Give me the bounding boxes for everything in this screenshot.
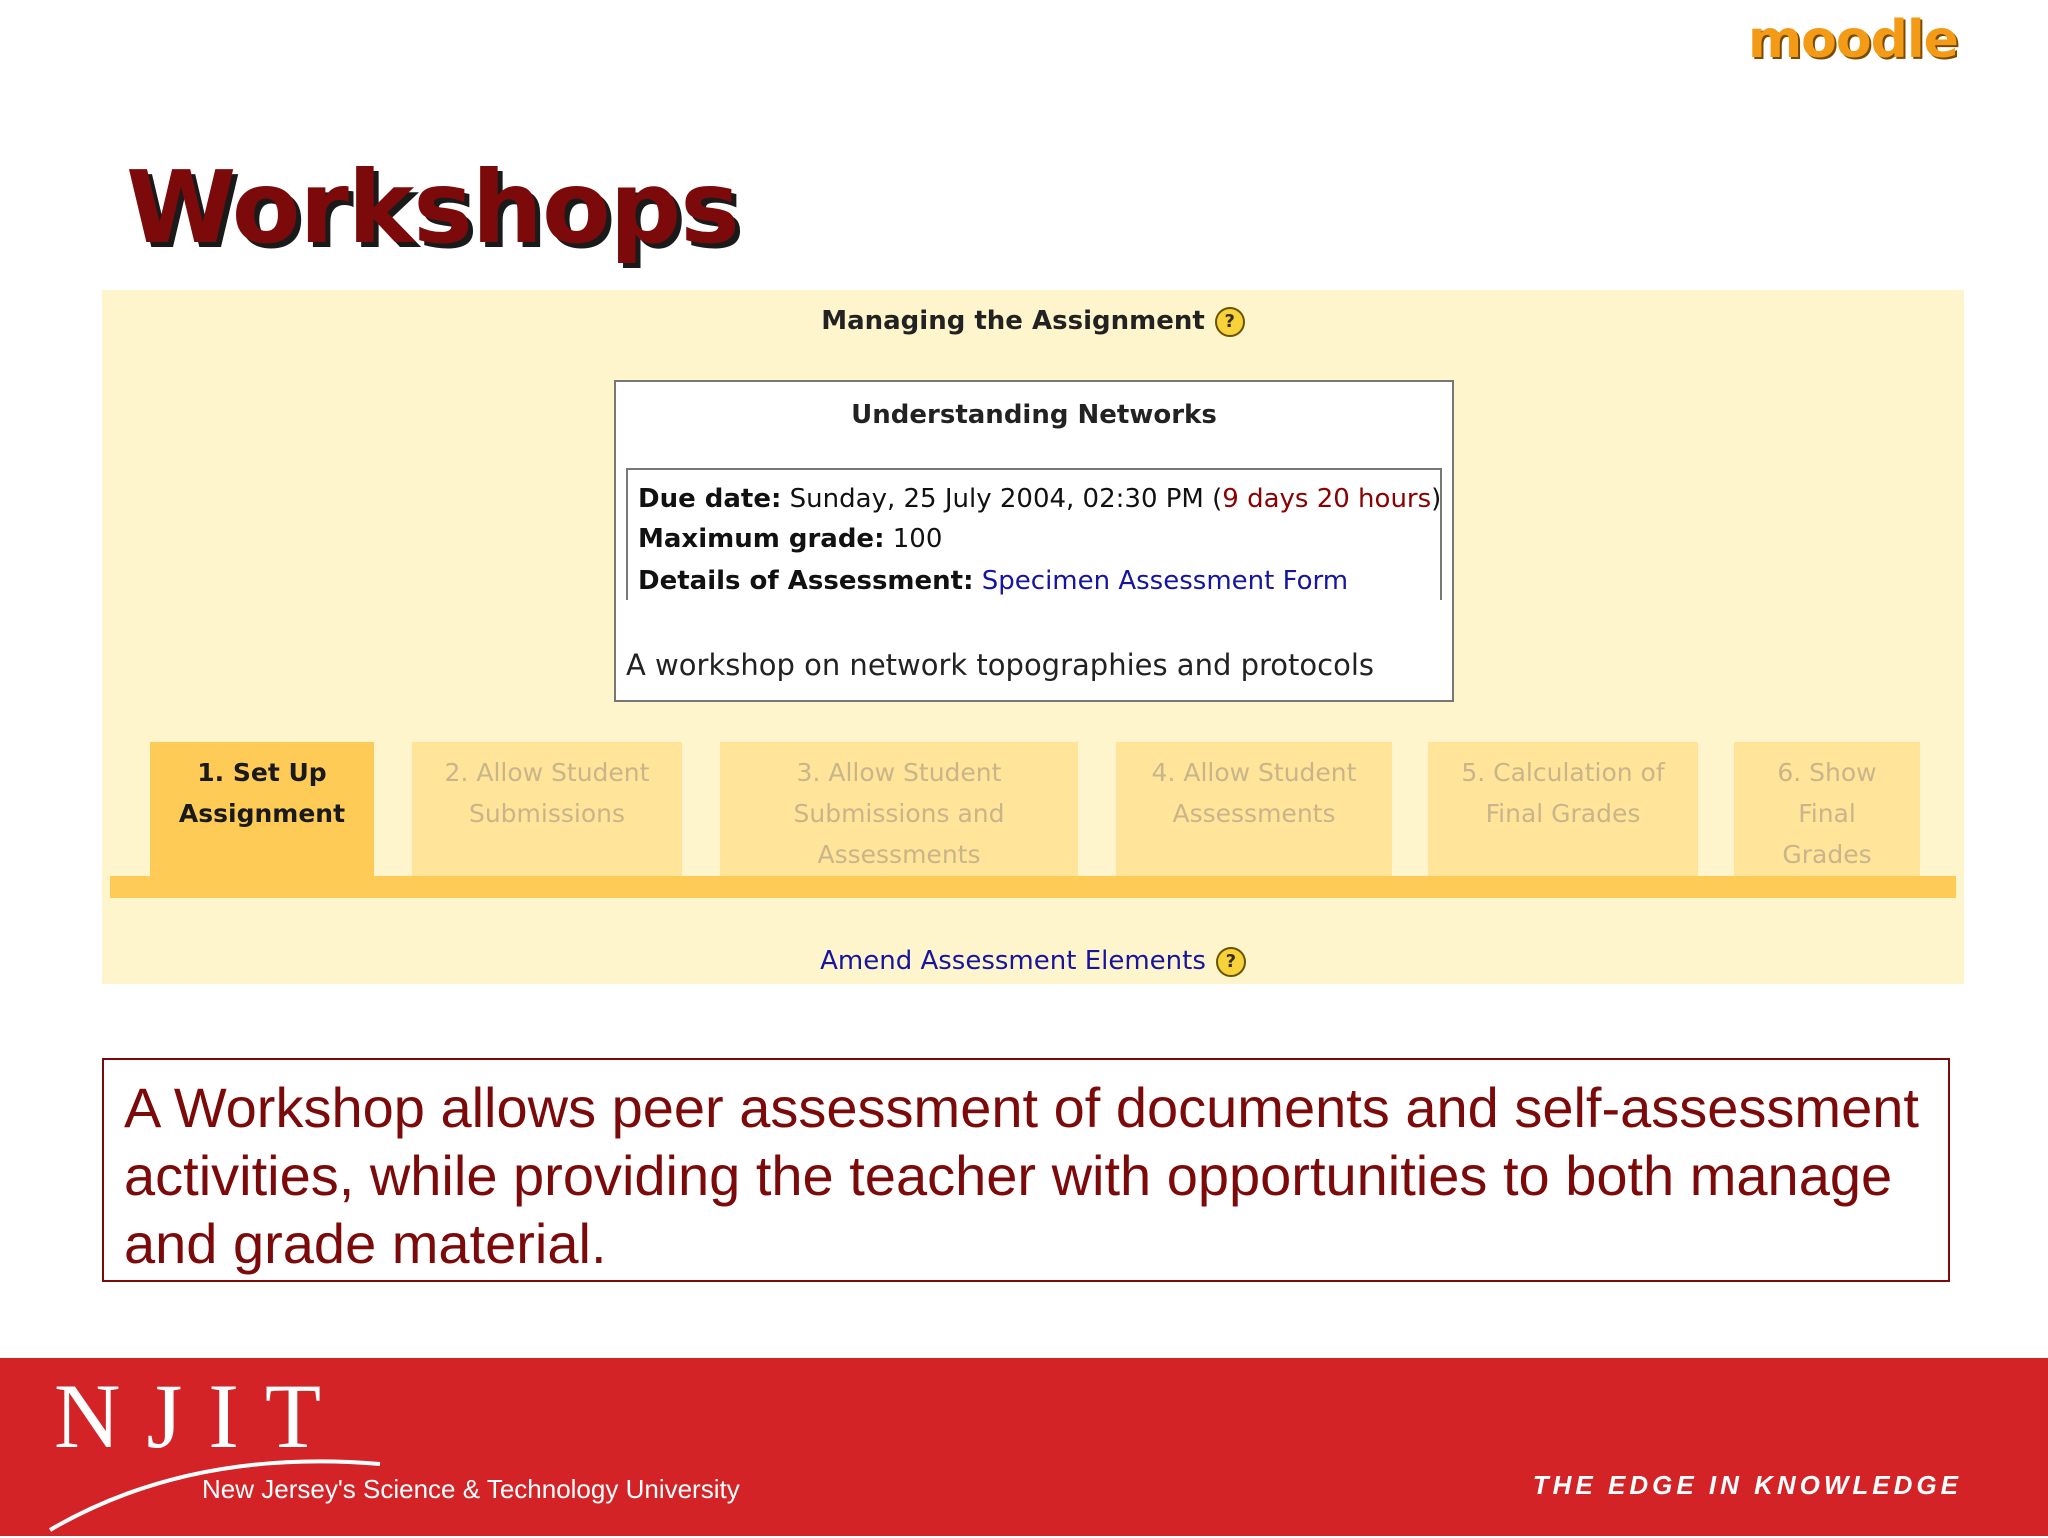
due-date-row <box>638 484 1441 514</box>
tab-line: 3. Allow Student <box>796 758 1002 787</box>
tab-line: 1. Set Up <box>197 758 327 787</box>
tab-line: Final <box>1798 799 1856 828</box>
amend-assessment-link[interactable]: Amend Assessment Elements <box>820 946 1206 976</box>
tab-line: Assignment <box>178 799 346 828</box>
max-grade-row <box>638 524 942 554</box>
assignment-info-box <box>614 380 1454 702</box>
njit-subtitle: New Jersey's Science & Technology University <box>202 1474 740 1504</box>
slide-title: Workshops <box>126 149 739 266</box>
tab-line: Grades <box>1782 840 1872 869</box>
due-date-label: Due date: <box>638 484 782 514</box>
managing-heading <box>102 306 1964 337</box>
assignment-details <box>626 468 1442 600</box>
tab-line: 2. Allow Student <box>444 758 650 787</box>
details-label: Details of Assessment: <box>638 566 974 596</box>
tab-allow-submissions-and-assessments[interactable] <box>720 742 1078 884</box>
workshop-panel <box>102 290 1964 984</box>
tab-allow-submissions[interactable] <box>412 742 682 884</box>
tab-line: 5. Calculation of <box>1461 758 1665 787</box>
managing-heading-text: Managing the Assignment <box>821 306 1205 336</box>
max-grade-label: Maximum grade: <box>638 524 885 554</box>
moodle-logo <box>1748 10 1960 74</box>
description-box: A Workshop allows peer assessment of documents and self-assessment activities, while providing the teacher with opportunities to both manage and grade material. <box>102 1058 1950 1282</box>
tab-line: Final Grades <box>1485 799 1641 828</box>
help-icon[interactable]: ? <box>1215 307 1245 337</box>
help-icon[interactable]: ? <box>1216 947 1246 977</box>
amend-row <box>102 946 1964 977</box>
tab-line: Assessments <box>817 840 981 869</box>
details-row <box>638 566 1348 596</box>
due-date-close: ) <box>1431 484 1442 514</box>
assignment-description: A workshop on network topographies and protocols <box>626 648 1374 682</box>
assignment-title: Understanding Networks <box>851 400 1217 430</box>
tab-line: Assessments <box>1172 799 1336 828</box>
assessment-form-link[interactable]: Specimen Assessment Form <box>981 566 1349 596</box>
due-date-remaining: 9 days 20 hours <box>1222 484 1432 514</box>
max-grade-value: 100 <box>892 524 943 554</box>
footer-tagline: THE EDGE IN KNOWLEDGE <box>1532 1470 1962 1500</box>
tab-line: Submissions and <box>793 799 1005 828</box>
footer-banner <box>0 1358 2048 1536</box>
tab-show-final-grades[interactable] <box>1734 742 1920 884</box>
tab-allow-assessments[interactable] <box>1116 742 1392 884</box>
moodle-logo-text: moodle <box>1748 10 1958 70</box>
tab-underline-bar <box>110 876 1956 898</box>
tab-line: 4. Allow Student <box>1151 758 1357 787</box>
due-date-value: Sunday, 25 July 2004, 02:30 PM ( <box>789 484 1223 514</box>
tab-set-up-assignment[interactable] <box>150 742 374 884</box>
tab-line: 6. Show <box>1777 758 1877 787</box>
njit-logo: NJIT <box>54 1365 348 1467</box>
tab-calculation-of-grades[interactable] <box>1428 742 1698 884</box>
workflow-tabs <box>102 742 1964 910</box>
tab-line: Submissions <box>468 799 626 828</box>
